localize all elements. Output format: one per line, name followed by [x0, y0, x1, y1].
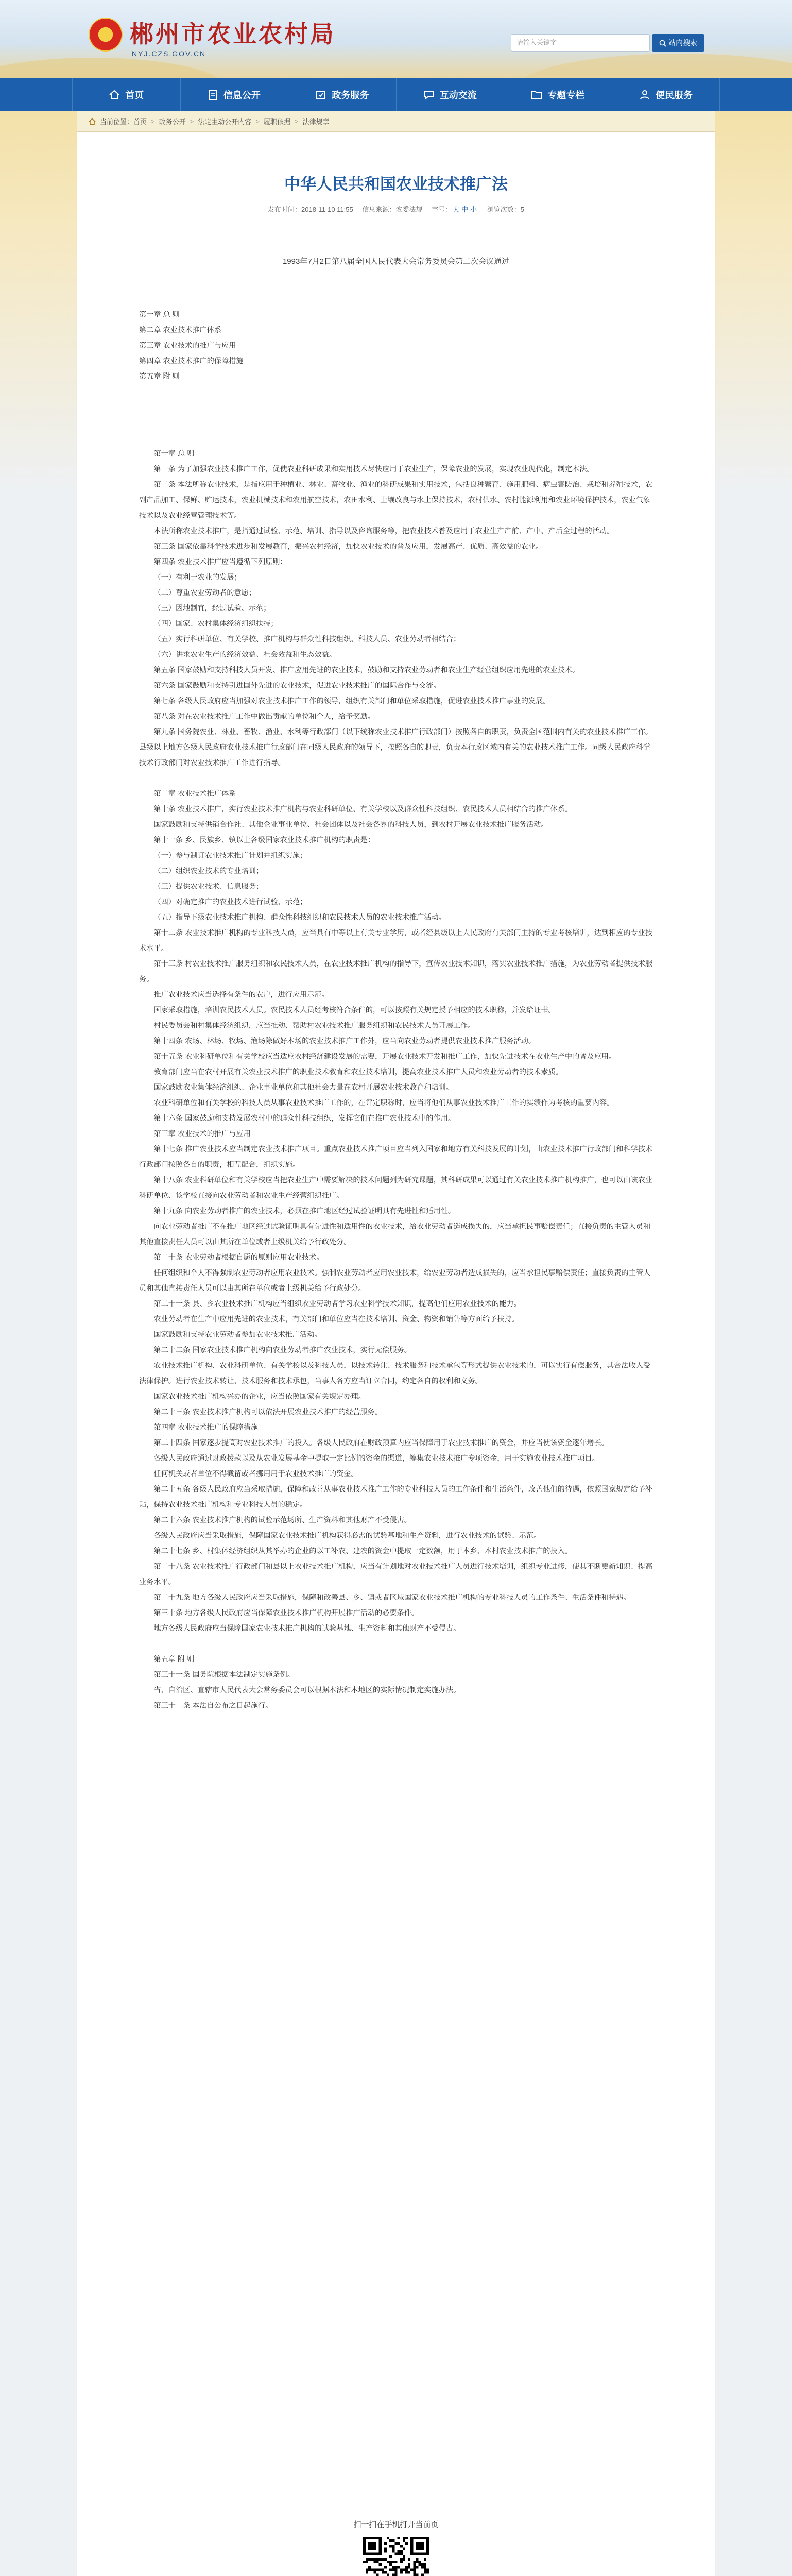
article-paragraph: （三）因地制宜，经过试验、示范；: [153, 604, 271, 613]
article-paragraph: 第二十八条 农业技术推广行政部门和县以上农业技术推广机构，应当有计划地对农业技术推广人员进行技术培训，组织专业进修，使其不断更新知识、提高业务水平。: [139, 1563, 653, 1586]
article-paragraph: 第九条 国务院农业、林业、畜牧、渔业、水利等行政部门（以下统称农业技术推广行政部门）按照各自的职责，负责全国范围内有关的农业技术推广工作。县级以上地方各级人民政府农业技术推广行政部门在同级人民政府的领导下，按照各自的职责，负责本行政区域内有关的农业技术推广工作。同级人民政府科学技术行政部门对农业技术推广工作进行指导。: [139, 728, 653, 767]
article-paragraph: 第三十条 地方各级人民政府应当保障农业技术推广机构开展推广活动的必要条件。: [153, 1609, 419, 1617]
article-paragraph: 第十三条 村农业技术推广服务组织和农民技术人员，在农业技术推广机构的指导下，宣传农业技术知识，落实农业技术推广措施，为农业劳动者提供技术服务。: [139, 960, 653, 984]
home-icon: [109, 90, 120, 100]
article-paragraph: 第二十七条 乡、村集体经济组织从其举办的企业的以工补农、建农的资金中提取一定数额，用于本乡、本村农业技术推广的投入。: [153, 1547, 573, 1555]
folder-icon: [531, 90, 542, 100]
breadcrumb-item[interactable]: 履职依据: [263, 118, 290, 126]
article-paragraph: 第三十一条 国务院根据本法制定实施条例。: [153, 1671, 295, 1679]
breadcrumb: [77, 111, 715, 132]
site-header: [0, 0, 792, 78]
search-input[interactable]: 请输入关键字: [511, 34, 650, 52]
page-qr-code: [363, 2537, 429, 2576]
service-icon: [315, 89, 326, 100]
article-container: [77, 132, 715, 2576]
font-size-medium[interactable]: 中: [461, 206, 469, 213]
article-paragraph: [139, 1636, 654, 1652]
article-paragraph: 第十一条 乡、民族乡、镇以上各级国家农业技术推广机构的职责是：: [153, 836, 375, 844]
article-paragraph: 国家农业技术推广机构兴办的企业，应当依照国家有关规定办理。: [153, 1393, 366, 1401]
national-emblem-logo: [89, 18, 123, 52]
people-icon: [639, 90, 650, 100]
chat-icon: [423, 90, 435, 100]
article-paragraph: 各级人民政府应当采取措施，保障国家农业技术推广机构获得必需的试验基地和生产资料，进行农业技术的试验、示范。: [153, 1532, 541, 1540]
article-paragraph: 农业技术推广机构、农业科研单位、有关学校以及科技人员，以技术转让、技术服务和技术承包等形式提供农业技术的，可以实行有偿服务，其合法收入受法律保护。进行农业技术转让、技术服务和技术承包，当事人各方应当订立合同，约定各自的权利和义务。: [139, 1362, 651, 1385]
toc-item: 第一章 总 则: [139, 311, 180, 319]
article-paragraph: （五）实行科研单位、有关学校、推广机构与群众性科技组织、科技人员、农业劳动者相结合；: [153, 635, 461, 643]
article-paragraph: 教育部门应当在农村开展有关农业技术推广的职业技术教育和农业技术培训，提高农业技术推广人员和农业劳动者的技术素质。: [153, 1068, 563, 1076]
article-paragraph: 第五条 国家鼓励和支持科技人员开发、推广应用先进的农业技术，鼓励和支持农业劳动者和农业生产经营组织应用先进的农业技术。: [153, 666, 580, 674]
article-paragraph: （六）讲求农业生产的经济效益、社会效益和生态效益。: [153, 651, 337, 659]
breadcrumb-separator: >: [294, 117, 299, 125]
nav-item-info[interactable]: [181, 78, 289, 111]
breadcrumb-item[interactable]: 首页: [133, 118, 147, 126]
article-paragraph: 推广农业技术应当选择有条件的农户，进行应用示范。: [153, 991, 329, 999]
nav-item-topics[interactable]: [504, 78, 612, 111]
article-paragraph: （四）对确定推广的农业技术进行试验、示范；: [153, 898, 307, 906]
article-paragraph: 第二十二条 国家农业技术推广机构向农业劳动者推广农业技术，实行无偿服务。: [153, 1346, 411, 1354]
article-title: 中华人民共和国农业技术推广法: [284, 175, 508, 193]
font-size-label: 字号：: [432, 206, 452, 213]
article-paragraph: 本法所称农业技术推广，是指通过试验、示范、培训、指导以及咨询服务等，把农业技术普及应用于农业生产产前、产中、产后全过程的活动。: [153, 527, 614, 535]
article-paragraph: 国家鼓励和支持供销合作社、其他企业事业单位、社会团体以及社会各界的科技人员，到农村开展农业技术推广服务活动。: [153, 821, 548, 829]
info-source: 信息来源：农委法规: [362, 206, 423, 213]
nav-item-label: 首页: [125, 90, 144, 100]
article-paragraph: 第四章 农业技术推广的保障措施: [153, 1423, 258, 1432]
article-paragraph: 国家鼓励农业集体经济组织、企业事业单位和其他社会力量在农村开展农业技术教育和培训。: [153, 1083, 454, 1092]
article-paragraph: 第十二条 农业技术推广机构的专业科技人员，应当具有中等以上有关专业学历，或者经县级以上人民政府有关部门主持的专业考核培训，达到相应的专业技术水平。: [139, 929, 653, 953]
nav-item-label: 互动交流: [439, 90, 477, 100]
nav-item-label: 专题专栏: [547, 90, 585, 100]
article-paragraph: 任何机关或者单位不得截留或者挪用用于农业技术推广的资金。: [153, 1470, 358, 1478]
publish-time: 发布时间：2018-11-10 11:55: [268, 206, 353, 213]
toc-item: 第二章 农业技术推广体系: [139, 326, 222, 334]
article-paragraph: 第二条 本法所称农业技术，是指应用于种植业、林业、畜牧业、渔业的科研成果和实用技术，包括良种繁育、施用肥料、病虫害防治、栽培和养殖技术，农副产品加工、保鲜、贮运技术，农业机械技术和农用航空技术，农田水利、土壤改良与水土保持技术，农村供水、农村能源利用和农业环境保护技术，农业气象技术以及农业经营管理技术等。: [139, 481, 653, 520]
font-size-small[interactable]: 小: [470, 206, 477, 213]
article-paragraph: 农业劳动者在生产中应用先进的农业技术，有关部门和单位应当在技术培训、资金、物资和销售等方面给予扶持。: [153, 1315, 519, 1324]
font-size-control: [432, 206, 478, 213]
site-domain: NYJ.CZS.GOV.CN: [132, 49, 206, 58]
qr-caption: 扫一扫在手机打开当前页: [353, 2520, 439, 2529]
article-paragraph: 第十四条 农场、林场、牧场、渔场除做好本场的农业技术推广工作外，应当向农业劳动者提供农业技术推广服务活动。: [153, 1037, 536, 1045]
toc-item: 第五章 附 则: [139, 372, 180, 381]
article-paragraph: 第三章 农业技术的推广与应用: [153, 1130, 251, 1138]
article-paragraph: 第二十三条 农业技术推广机构可以依法开展农业技术推广的经营服务。: [153, 1408, 383, 1416]
article-paragraph: （二）组织农业技术的专业培训；: [153, 867, 264, 875]
article-paragraph: 向农业劳动者推广不在推广地区经过试验证明具有先进性和适用性的农业技术，给农业劳动者造成损失的，应当承担民事赔偿责任；直接负责的主管人员和其他直接责任人员可以由其所在单位或者上级机关给予行政处分。: [139, 1223, 651, 1246]
search-button[interactable]: [652, 34, 704, 52]
article-paragraph: 第三十二条 本法自公布之日起施行。: [153, 1702, 273, 1710]
article-paragraph: 第七条 各级人民政府应当加强对农业技术推广工作的领导，组织有关部门和单位采取措施，促进农业技术推广事业的发展。: [153, 697, 550, 705]
article-paragraph: 第十九条 向农业劳动者推广的农业技术，必须在推广地区经过试验证明具有先进性和适用性。: [153, 1207, 456, 1215]
article-paragraph: （一）参与制订农业技术推广计划并组织实施；: [153, 852, 307, 860]
article-paragraph: （二）尊重农业劳动者的意愿；: [153, 589, 256, 597]
article-paragraph: （五）指导下级农业技术推广机构、群众性科技组织和农民技术人员的农业技术推广活动。: [153, 913, 446, 922]
breadcrumb-item[interactable]: 政务公开: [159, 118, 186, 126]
article-paragraph: 村民委员会和村集体经济组织，应当推动、帮助村农业技术推广服务组织和农民技术人员开展工作。: [153, 1022, 475, 1030]
article-paragraph: 第二十一条 县、乡农业技术推广机构应当组织农业劳动者学习农业科学技术知识，提高他们应用农业技术的能力。: [153, 1300, 521, 1308]
nav-item-convenience[interactable]: [612, 78, 720, 111]
nav-item-label: 政务服务: [332, 90, 369, 100]
nav-item-home[interactable]: [72, 78, 181, 111]
article-paragraph: 第十六条 国家鼓励和支持发展农村中的群众性科技组织，发挥它们在推广农业技术中的作用。: [153, 1114, 456, 1123]
article-paragraph: 地方各级人民政府应当保障国家农业技术推广机构的试验基地、生产资料和其他财产不受侵占。: [153, 1624, 461, 1633]
article-paragraph: 第二十五条 各级人民政府应当采取措施，保障和改善从事农业技术推广工作的专业科技人员的工作条件和生活条件，改善他们的待遇，依照国家规定给予补贴，保持农业技术推广机构和专业科技人员的稳定。: [139, 1485, 653, 1509]
spacer: [139, 431, 654, 446]
spacer: [139, 384, 654, 400]
nav-item-label: 便民服务: [655, 90, 693, 100]
article-paragraph: 各级人民政府通过财政拨款以及从农业发展基金中提取一定比例的资金的渠道，筹集农业技术推广专项资金，用于实施农业技术推广项目。: [153, 1454, 599, 1463]
article-paragraph: （三）提供农业技术、信息服务；: [153, 883, 264, 891]
article-paragraph: 第二章 农业技术推广体系: [153, 790, 236, 798]
nav-item-service[interactable]: [288, 78, 397, 111]
nav-item-label: 信息公开: [223, 90, 261, 100]
article-paragraph: 第二十四条 国家逐步提高对农业技术推广的投入。各级人民政府在财政预算内应当保障用于农业技术推广的资金，并应当使该资金逐年增长。: [153, 1439, 609, 1447]
spacer: [139, 400, 654, 415]
article-body: [139, 307, 654, 1714]
view-count: 浏览次数：5: [487, 206, 524, 213]
toc-item: 第四章 农业技术推广的保障措施: [139, 357, 244, 365]
article-paragraph: 国家采取措施，培训农民技术人员。农民技术人员经考核符合条件的，可以按照有关规定授予相应的技术职称，并发给证书。: [153, 1006, 556, 1014]
article-paragraphs: [139, 446, 654, 1714]
article-paragraph: 第十七条 推广农业技术应当制定农业技术推广项目。重点农业技术推广项目应当列入国家和地方有关科技发展的计划，由农业技术推广行政部门和科学技术行政部门按照各自的职责，相互配合，组织实施。: [139, 1145, 653, 1169]
article-meta: [77, 204, 715, 214]
article-paragraph: 第一章 总 则: [153, 450, 195, 458]
main-nav: [0, 78, 792, 111]
breadcrumb-item[interactable]: 法定主动公开内容: [198, 118, 252, 126]
breadcrumb-label: 当前位置：: [100, 118, 134, 126]
article-paragraph: 第五章 附 则: [153, 1655, 195, 1664]
article-paragraph: 第二十六条 农业技术推广机构的试验示范场所、生产资料和其他财产不受侵害。: [153, 1516, 411, 1524]
article-paragraph: 第三条 国家依靠科学技术进步和发展教育，振兴农村经济，加快农业技术的普及应用，发展高产、优质、高效益的农业。: [153, 543, 543, 551]
article-paragraph: 第六条 国家鼓励和支持引进国外先进的农业技术，促进农业技术推广的国际合作与交流。: [153, 682, 441, 690]
article-paragraph: 任何组织和个人不得强制农业劳动者应用农业技术。强制农业劳动者应用农业技术，给农业劳动者造成损失的，应当承担民事赔偿责任；直接负责的主管人员和其他直接责任人员可以由其所在单位或者上级机关给予行政处分。: [139, 1269, 651, 1293]
site-title: 郴州市农业农村局: [130, 21, 336, 47]
breadcrumb-separator: >: [151, 117, 155, 125]
nav-item-interact[interactable]: [397, 78, 505, 111]
home-icon: [89, 118, 96, 125]
article-paragraph: 第一条 为了加强农业技术推广工作，促使农业科研成果和实用技术尽快应用于农业生产，保障农业的发展，实现农业现代化，制定本法。: [153, 465, 594, 473]
article-paragraph: 农业科研单位和有关学校的科技人员从事农业技术推广工作的，在评定职称时，应当将他们从事农业技术推广工作的实绩作为考核的重要内容。: [153, 1099, 614, 1107]
font-size-large[interactable]: 大: [453, 206, 460, 213]
article-paragraph: 第八条 对在农业技术推广工作中做出贡献的单位和个人，给予奖励。: [153, 713, 375, 721]
article-paragraph: 国家鼓励和支持农业劳动者参加农业技术推广活动。: [153, 1331, 322, 1339]
breadcrumb-separator: >: [190, 117, 194, 125]
article-paragraph: （四）国家、农村集体经济组织扶持；: [153, 620, 278, 628]
article-paragraph: 第二十九条 地方各级人民政府应当采取措施，保障和改善县、乡、镇或者区域国家农业技术推广机构的专业科技人员的工作条件、生活条件和待遇。: [153, 1594, 631, 1602]
toc-item: 第三章 农业技术的推广与应用: [139, 342, 236, 350]
breadcrumb-separator: >: [255, 117, 260, 125]
document-icon: [208, 89, 218, 100]
search-icon: [659, 40, 666, 47]
article-subtitle: 1993年7月2日第八届全国人民代表大会常务委员会第二次会议通过: [282, 257, 510, 266]
article-paragraph: 第十五条 农业科研单位和有关学校应当适应农村经济建设发展的需要，开展农业技术开发和推广工作，加快先进技术在农业生产中的普及应用。: [153, 1053, 616, 1061]
search-button-label: 站内搜索: [668, 39, 697, 47]
article-paragraph: 省、自治区、直辖市人民代表大会常务委员会可以根据本法和本地区的实际情况制定实施办法。: [153, 1686, 461, 1694]
article-paragraph: 第十条 农业技术推广，实行农业技术推广机构与农业科研单位、有关学校以及群众性科技组织、农民技术人员相结合的推广体系。: [153, 805, 573, 814]
article-paragraph: （一）有利于农业的发展；: [153, 573, 242, 582]
article-paragraph: [139, 771, 654, 786]
spacer: [139, 415, 654, 431]
article-paragraph: 第四条 农业技术推广应当遵循下列原则：: [153, 558, 287, 566]
article-paragraph: 第十八条 农业科研单位和有关学校应当把农业生产中需要解决的技术问题列为研究课题，其科研成果可以通过有关农业技术推广机构推广，也可以由该农业科研单位、该学校直接向农业劳动者和农业生产经营组织推广。: [139, 1176, 653, 1200]
breadcrumb-item[interactable]: 法律规章: [302, 118, 330, 126]
article-paragraph: 第二十条 农业劳动者根据自愿的原则应用农业技术。: [153, 1253, 324, 1262]
